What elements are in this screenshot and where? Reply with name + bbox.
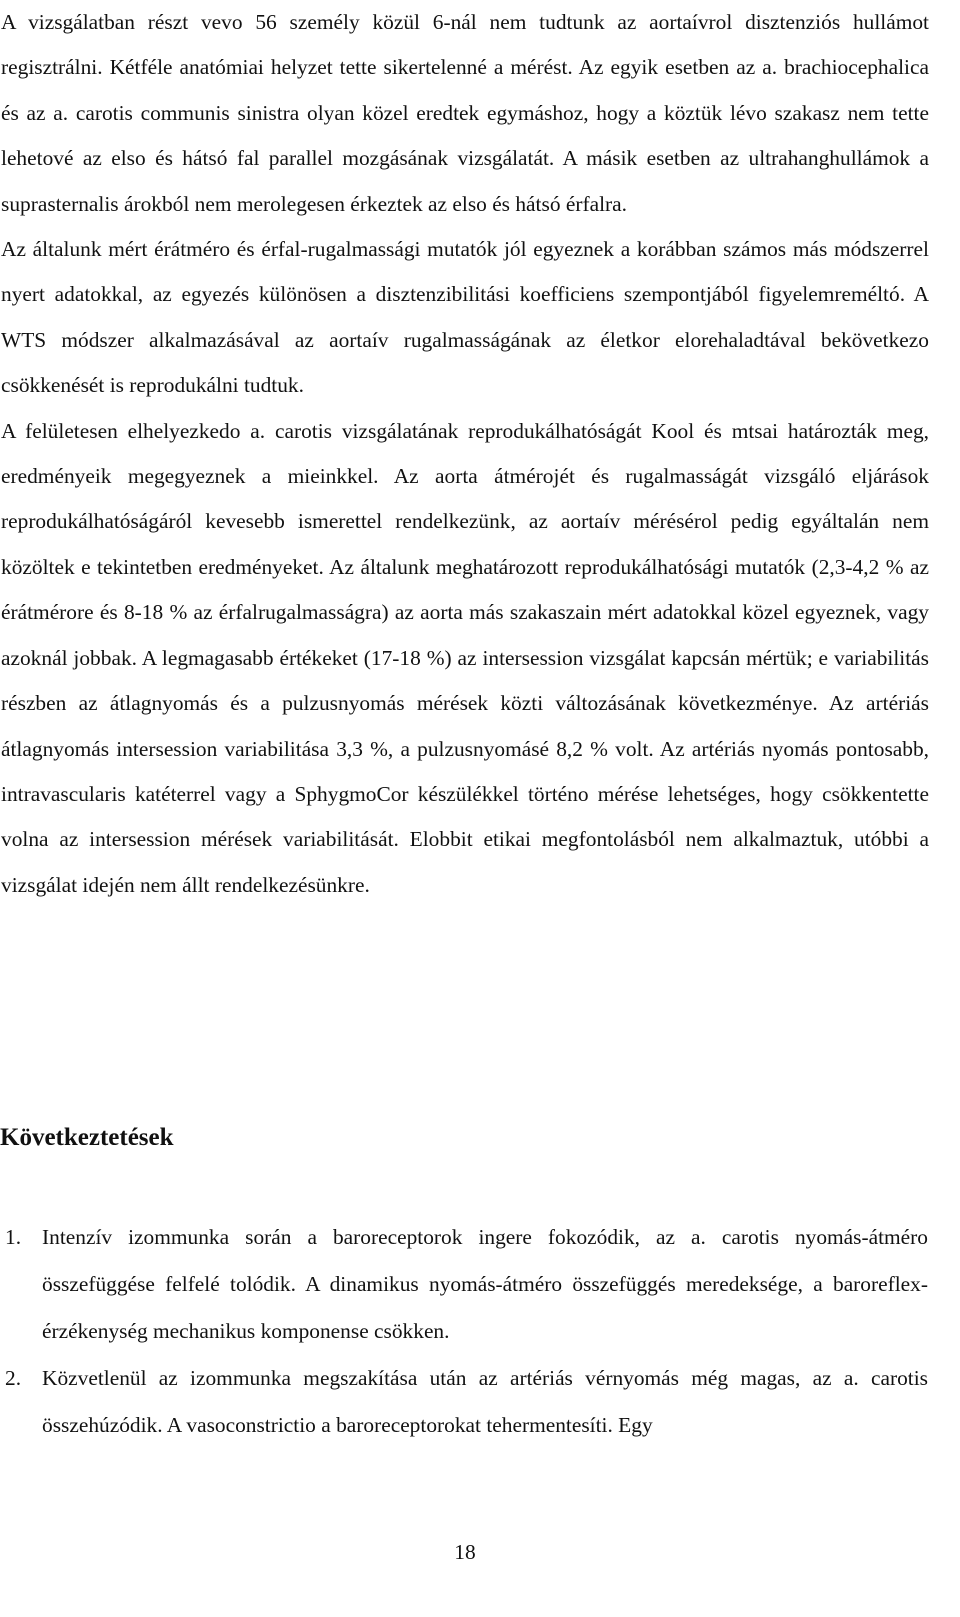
paragraph-2: Az általunk mért érátméro és érfal-rugalmassági mutatók jól egyeznek a korábban számos más módszerrel nyert adatokkal, az egyezés különösen a disztenzibilitási koefficiens szempontjából figyelemreméltó. A WTS módszer alkalmazásával az aortaív rugalmasságának az életkor elorehaladtával bekövetkezo csökkenését is reprodukálni tudtuk. — [1, 237, 929, 398]
conclusions-list — [0, 1214, 928, 1449]
list-item-text: Intenzív izommunka során a baroreceptorok ingere fokozódik, az a. carotis nyomás-átméro összefüggése felfelé tolódik. A dinamikus nyomás-átméro összefüggés meredeksége, a baroreflex-érzékenység mechanikus komponense csökken. — [42, 1225, 928, 1343]
paragraph-3: A felületesen elhelyezkedo a. carotis vizsgálatának reprodukálhatóságát Kool és mtsai határozták meg, eredményeik megegyeznek a mieinkkel. Az aorta átmérojét és rugalmasságát vizsgáló eljárások reprodukálhatóságáról kevesebb ismerettel rendelkezünk, az aortaív mérésérol pedig egyáltalán nem közöltek e tekintetben eredményeket. Az általunk meghatározott reprodukálhatósági mutatók (2,3-4,2 % az érátmérore és 8-18 % az érfalrugalmasságra) az aorta más szakaszain mért adatokkal közel egyeznek, vagy azoknál jobbak. A legmagasabb értékeket (17-18 %) az intersession vizsgálat kapcsán mértük; e variabilitás részben az átlagnyomás és a pulzusnyomás mérések közti változásának következménye. Az artériás átlagnyomás intersession variabilitása 3,3 %, a pulzusnyomásé 8,2 % volt. Az artériás nyomás pontosabb, intravascularis katéterrel vagy a SphygmoCor készülékkel történo mérése lehetséges, hogy csökkentette volna az intersession mérések variabilitását. Elobbit etikai megfontolásból nem alkalmaztuk, utóbbi a vizsgálat idején nem állt rendelkezésünkre. — [1, 418, 929, 897]
page-number: 18 — [454, 1540, 476, 1564]
body-text — [1, 0, 929, 908]
list-item — [0, 1355, 928, 1449]
list-item-number: 1. — [5, 1225, 22, 1249]
list-item-text: Közvetlenül az izommunka megszakítása után az artériás vérnyomás még magas, az a. carotis összehúzódik. A vasoconstrictio a baroreceptorokat tehermentesíti. Egy — [42, 1366, 928, 1437]
paragraph-1: A vizsgálatban részt vevo 56 személy közül 6-nál nem tudtunk az aortaívrol disztenziós hullámot regisztrálni. Kétféle anatómiai helyzet tette sikertelenné a mérést. Az egyik esetben az a. brachiocephalica és az a. carotis communis sinistra olyan közel eredtek egymáshoz, hogy a köztük lévo szakasz nem tette lehetové az elso és hátsó fal parallel mozgásának vizsgálatát. A másik esetben az ultrahanghullámok a suprasternalis árokból nem merolegesen érkeztek az elso és hátsó érfalra. — [1, 10, 929, 216]
list-item — [0, 1214, 928, 1355]
list-item-number: 2. — [5, 1366, 22, 1390]
section-heading: Következtetések — [0, 1124, 174, 1151]
